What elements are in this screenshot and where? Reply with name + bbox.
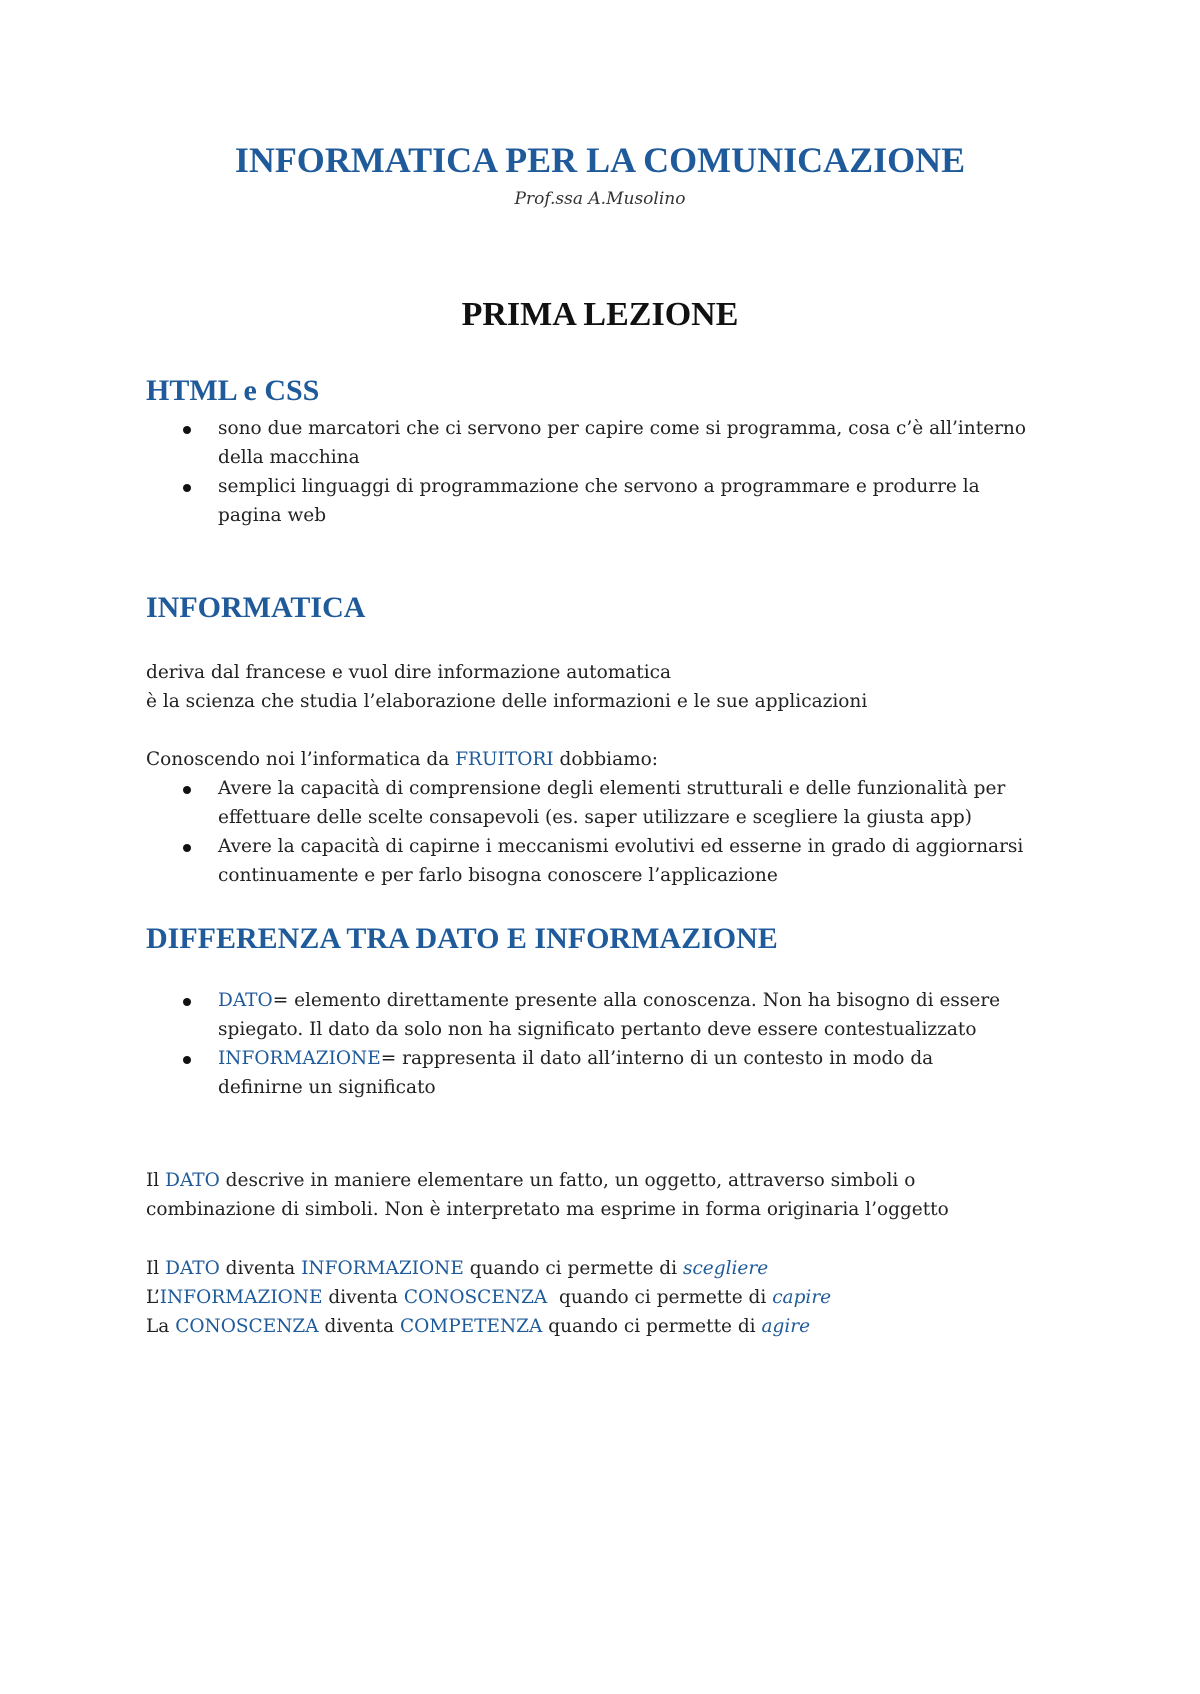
bullet-line: effettuare delle scelte consapevoli (es. saper utilizzare e scegliere la giusta app) — [218, 807, 972, 828]
bullet-line: = elemento direttamente presente alla conoscenza. Non ha bisogno di essere — [272, 990, 1001, 1011]
heading-informatica: INFORMATICA — [146, 591, 366, 624]
chain-text: quando ci permette di — [463, 1258, 683, 1279]
fruitori-intro — [146, 745, 658, 774]
chain-keyword: CONOSCENZA — [175, 1316, 319, 1337]
chain-text: La — [146, 1316, 176, 1337]
bullet-icon — [183, 998, 191, 1006]
list-item — [146, 774, 1076, 832]
chain-keyword: DATO — [165, 1258, 220, 1279]
document-title: INFORMATICA PER LA COMUNICAZIONE — [234, 140, 966, 180]
dato-paragraph-line — [146, 1166, 915, 1195]
dato-keyword: DATO — [218, 990, 273, 1011]
lesson-title: PRIMA LEZIONE — [461, 296, 739, 333]
bullet-line: semplici linguaggi di programmazione che servono a programmare e produrre la — [218, 476, 980, 497]
chain-line — [146, 1254, 768, 1283]
chain-line — [146, 1312, 810, 1341]
informazione-keyword: INFORMAZIONE — [218, 1048, 381, 1069]
chain-text: quando ci permette di — [542, 1316, 762, 1337]
dato-paragraph-line: combinazione di simboli. Non è interpretato ma esprime in forma originaria l’oggetto — [146, 1199, 949, 1220]
chain-keyword: CONOSCENZA — [403, 1287, 548, 1308]
chain-verb: agire — [761, 1316, 811, 1337]
chain-keyword: INFORMAZIONE — [301, 1258, 464, 1279]
bullet-line: = rappresenta il dato all’interno di un contesto in modo da — [380, 1048, 934, 1069]
fruitori-intro-text: Conoscendo noi l’informatica da — [146, 749, 456, 770]
dato-para-text: descrive in maniere elementare un fatto, un oggetto, attraverso simboli o — [219, 1170, 916, 1191]
bullet-line: sono due marcatori che ci servono per capire come si programma, cosa c’è all’interno — [218, 418, 1026, 439]
heading-html-css: HTML e CSS — [146, 374, 320, 407]
chain-text: Il — [146, 1258, 166, 1279]
list-item — [146, 832, 1076, 890]
chain-text: diventa — [322, 1287, 404, 1308]
dato-para-prefix: Il — [146, 1170, 166, 1191]
bullet-line: Avere la capacità di capirne i meccanismi evolutivi ed esserne in grado di aggiornarsi — [218, 836, 1024, 857]
chain-verb: capire — [772, 1287, 832, 1308]
fruitori-keyword: FRUITORI — [455, 749, 554, 770]
bullet-icon — [183, 844, 191, 852]
bullet-line: continuamente e per farlo bisogna conoscere l’applicazione — [218, 865, 778, 886]
list-item — [146, 472, 1076, 530]
bullet-line: definirne un significato — [218, 1077, 436, 1098]
fruitori-bullet-list — [146, 774, 1076, 890]
fruitori-intro-text: dobbiamo: — [553, 749, 659, 770]
list-item — [146, 986, 1076, 1044]
html-css-bullet-list — [146, 414, 1076, 530]
heading-differenza: DIFFERENZA TRA DATO E INFORMAZIONE — [146, 922, 778, 955]
chain-text: L’ — [146, 1287, 160, 1308]
informatica-definition-line: deriva dal francese e vuol dire informazione automatica — [146, 662, 672, 683]
chain-text: diventa — [219, 1258, 302, 1279]
informatica-definition-line: è la scienza che studia l’elaborazione delle informazioni e le sue applicazioni — [146, 691, 868, 712]
bullet-line: pagina web — [218, 505, 327, 526]
bullet-icon — [183, 484, 191, 492]
bullet-icon — [183, 426, 191, 434]
dato-informazione-bullet-list — [146, 986, 1076, 1102]
list-item — [146, 1044, 1076, 1102]
dato-keyword: DATO — [165, 1170, 220, 1191]
chain-verb: scegliere — [682, 1258, 769, 1279]
bullet-icon — [183, 1056, 191, 1064]
list-item — [146, 414, 1076, 472]
bullet-line: della macchina — [218, 447, 360, 468]
chain-keyword: INFORMAZIONE — [159, 1287, 323, 1308]
chain-text: diventa — [318, 1316, 400, 1337]
bullet-line: spiegato. Il dato da solo non ha significato pertanto deve essere contestualizzato — [218, 1019, 977, 1040]
bullet-icon — [183, 786, 191, 794]
chain-text: quando ci permette di — [547, 1287, 773, 1308]
chain-keyword: COMPETENZA — [399, 1316, 543, 1337]
chain-line — [146, 1283, 831, 1312]
bullet-line: Avere la capacità di comprensione degli elementi strutturali e delle funzionalità per — [218, 778, 1006, 799]
author-line: Prof.ssa A.Musolino — [514, 189, 686, 209]
